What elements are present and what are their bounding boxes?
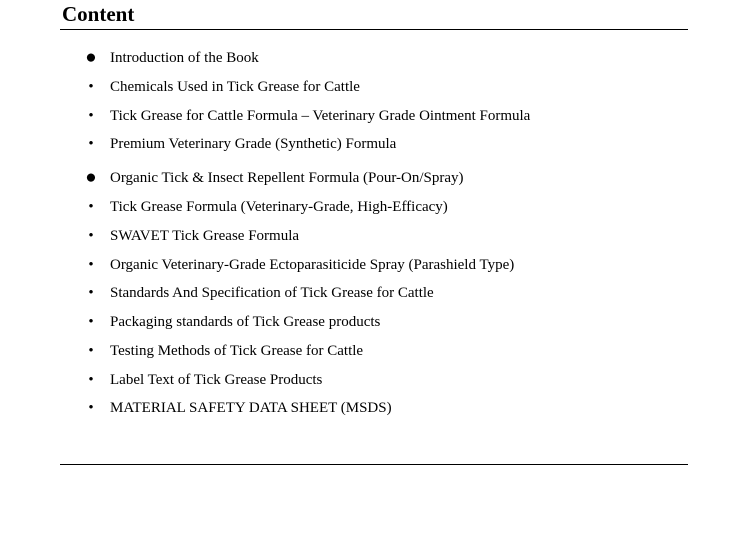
bullet-icon: •	[88, 372, 94, 388]
bullet-icon: •	[88, 314, 94, 330]
bullet-icon: •	[88, 343, 94, 359]
bullet-icon: ●	[85, 47, 97, 68]
list-item-label: Label Text of Tick Grease Products	[110, 372, 323, 388]
bullet-icon: ●	[85, 167, 97, 188]
list-item-label: Organic Veterinary-Grade Ectoparasiticide Spray (Parashield Type)	[110, 257, 515, 273]
list-item-label: Premium Veterinary Grade (Synthetic) Formula	[110, 136, 397, 152]
list-item-label: MATERIAL SAFETY DATA SHEET (MSDS)	[110, 400, 392, 416]
page-title: Content	[62, 2, 135, 26]
bullet-icon: •	[88, 136, 94, 152]
bullet-icon: •	[88, 108, 94, 124]
list-item-label: Testing Methods of Tick Grease for Cattle	[110, 343, 364, 359]
list-item-label: Tick Grease for Cattle Formula – Veterinary Grade Ointment Formula	[110, 108, 531, 124]
list-item-label: Tick Grease Formula (Veterinary-Grade, High-Efficacy)	[110, 199, 448, 215]
list-item-label: SWAVET Tick Grease Formula	[110, 228, 300, 244]
footer-rule	[60, 464, 688, 465]
bullet-icon: •	[88, 199, 94, 215]
heading-rule	[60, 29, 688, 30]
bullet-icon: •	[88, 400, 94, 416]
list-item-label: Organic Tick & Insect Repellent Formula (Pour-On/Spray)	[110, 170, 464, 186]
list-item-label: Introduction of the Book	[110, 50, 259, 66]
list-item-label: Standards And Specification of Tick Grease for Cattle	[110, 285, 434, 301]
bullet-icon: •	[88, 257, 94, 273]
bullet-icon: •	[88, 79, 94, 95]
list-item-label: Chemicals Used in Tick Grease for Cattle	[110, 79, 360, 95]
bullet-icon: •	[88, 228, 94, 244]
bullet-icon: •	[88, 285, 94, 301]
list-item-label: Packaging standards of Tick Grease products	[110, 314, 381, 330]
